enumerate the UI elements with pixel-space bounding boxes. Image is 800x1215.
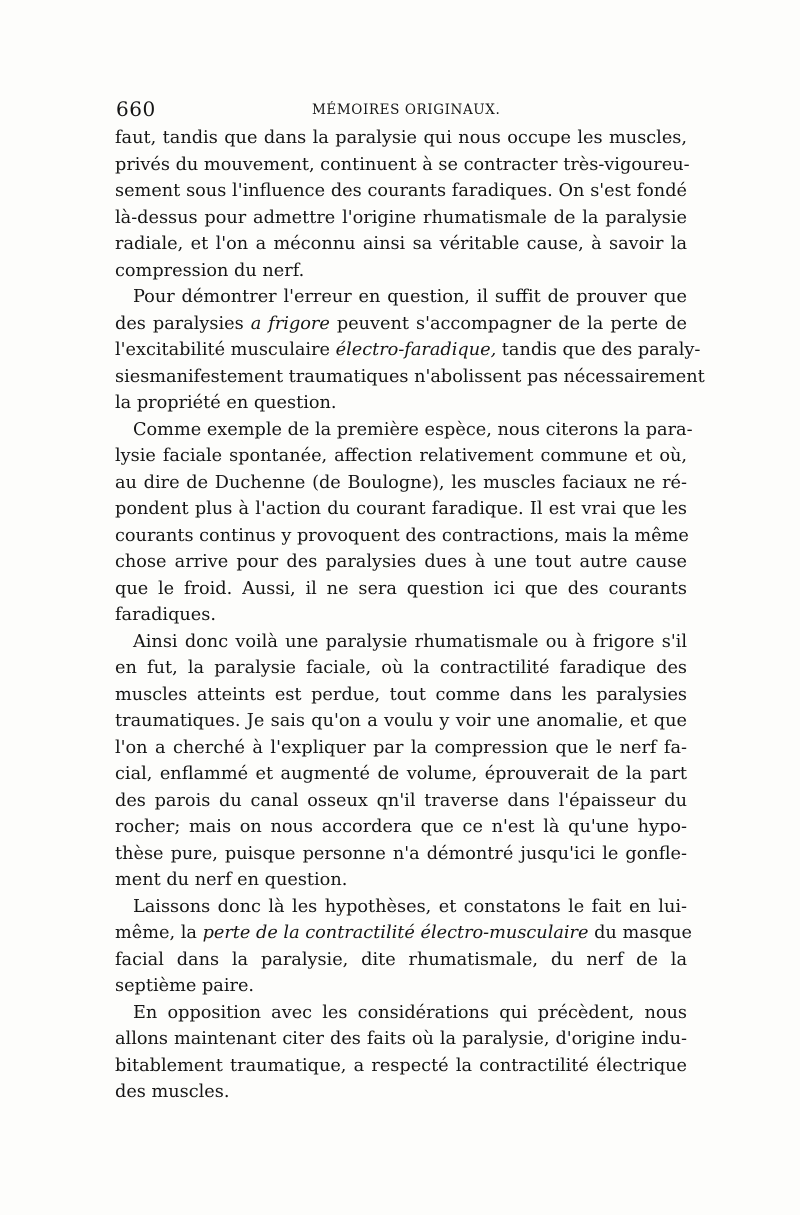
running-head: MÉMOIRES ORIGINAUX.: [312, 102, 501, 118]
text-line: privés du mouvement, continuent à se contracter très-vigoureu-: [115, 154, 690, 175]
text-line: Ainsi donc voilà une paralysie rhumatismale ou à frigore s'il: [133, 631, 687, 652]
text-line: en fut, la paralysie faciale, où la contractilité faradique des: [115, 658, 687, 678]
text-segment: tandis que des paraly-: [496, 340, 701, 360]
text-line: des parois du canal osseux qn'il traverse dans l'épaisseur du: [115, 790, 687, 811]
text-line: Pour démontrer l'erreur en question, il suffit de prouver que: [133, 287, 687, 307]
text-line: lysie faciale spontanée, affection relativement commune et où,: [115, 446, 687, 466]
paragraph: [115, 894, 693, 1000]
text-line: courants continus y provoquent des contractions, mais la même: [115, 525, 689, 546]
text-line: Laissons donc là les hypothèses, et constatons le fait en lui-: [133, 896, 687, 917]
text-line: là-dessus pour admettre l'origine rhumatismale de la paralysie: [115, 207, 687, 228]
text-line: faradiques.: [115, 605, 216, 625]
text-line: siesmanifestement traumatiques n'abolissent pas nécessairement: [115, 366, 705, 387]
text-line: sement sous l'influence des courants faradiques. On s'est fondé: [115, 181, 687, 201]
text-line: thèse pure, puisque personne n'a démontré jusqu'ici le gonfle-: [115, 843, 687, 864]
text-line: chose arrive pour des paralysies dues à une tout autre cause: [115, 552, 687, 572]
text-segment: des paralysies: [115, 313, 251, 334]
paragraph: [115, 1000, 687, 1106]
text-segment: même, la: [115, 923, 203, 943]
text-segment: peuvent s'accompagner de la perte de: [329, 313, 687, 334]
italic-term: électro-faradique,: [335, 340, 497, 360]
text-line: des muscles.: [115, 1082, 230, 1102]
paragraph: [115, 417, 693, 629]
text-line: au dire de Duchenne (de Boulogne), les muscles faciaux ne ré-: [115, 472, 687, 493]
text-line: En opposition avec les considérations qui précèdent, nous: [133, 1002, 687, 1023]
paragraph: [115, 629, 687, 894]
text-segment: l'excitabilité musculaire: [115, 340, 336, 360]
text-line: muscles atteints est perdue, tout comme dans les paralysies: [115, 684, 687, 705]
text-line: que le froid. Aussi, il ne sera question ici que des courants: [115, 578, 687, 599]
text-line: ment du nerf en question.: [115, 870, 348, 890]
page-header: [116, 97, 686, 125]
italic-term: a frigore: [250, 313, 330, 334]
text-segment: du masque: [588, 923, 693, 943]
paragraph: [115, 125, 690, 284]
text-line: la propriété en question.: [115, 393, 337, 413]
text-line: cial, enflammé et augmenté de volume, éprouverait de la part: [115, 764, 687, 784]
body-text: [115, 125, 705, 1106]
text-line: [115, 920, 693, 947]
text-line: allons maintenant citer des faits où la paralysie, d'origine indu-: [115, 1029, 687, 1049]
page-number: 660: [116, 97, 156, 121]
italic-term: perte de la contractilité électro-musculaire: [202, 923, 589, 943]
text-line: traumatiques. Je sais qu'on a voulu y voir une anomalie, et que: [115, 711, 687, 731]
paragraph: [115, 284, 705, 417]
text-line: [115, 337, 701, 364]
text-line: [115, 311, 687, 338]
text-line: compression du nerf.: [115, 260, 305, 281]
text-line: bitablement traumatique, a respecté la contractilité électrique: [115, 1055, 687, 1076]
text-line: l'on a cherché à l'expliquer par la compression que le nerf fa-: [115, 737, 687, 758]
text-line: facial dans la paralysie, dite rhumatismale, du nerf de la: [115, 949, 687, 970]
text-line: radiale, et l'on a méconnu ainsi sa véritable cause, à savoir la: [115, 234, 687, 254]
text-line: faut, tandis que dans la paralysie qui nous occupe les muscles,: [115, 128, 687, 148]
text-line: pondent plus à l'action du courant faradique. Il est vrai que les: [115, 499, 687, 519]
text-line: rocher; mais on nous accordera que ce n'est là qu'une hypo-: [115, 817, 687, 837]
text-line: Comme exemple de la première espèce, nous citerons la para-: [133, 419, 693, 440]
text-line: septième paire.: [115, 976, 255, 996]
